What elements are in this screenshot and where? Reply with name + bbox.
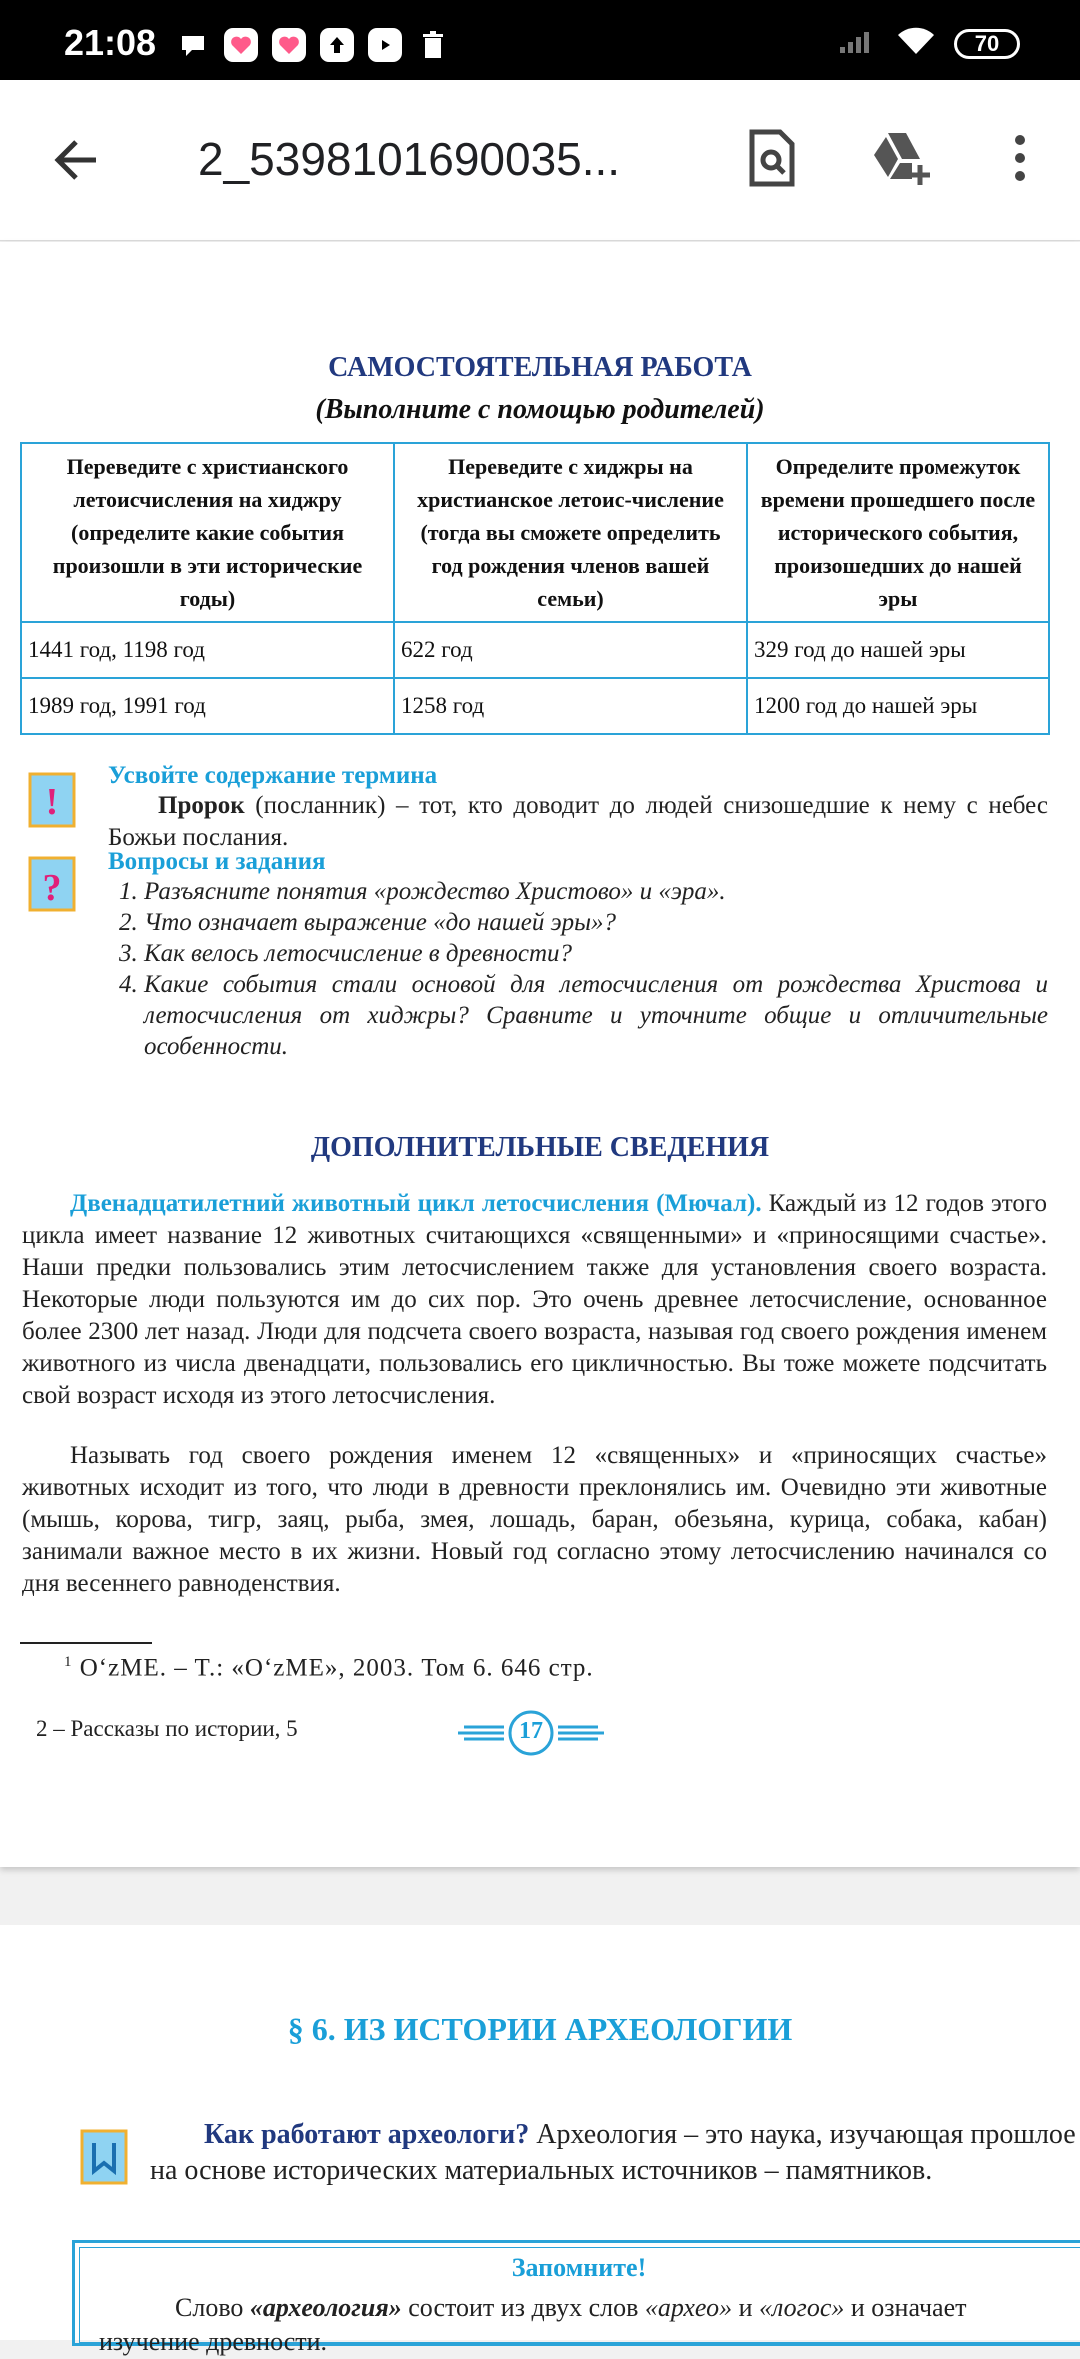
table-cell: 329 год до нашей эры <box>747 622 1049 678</box>
status-time: 21:08 <box>64 22 157 63</box>
term-text: (посланник) – тот, кто доводит до людей снизошедшие к нему с небес Божьи послания. <box>108 792 1048 851</box>
back-arrow-icon[interactable] <box>46 130 106 190</box>
remember-text-b: состоит из двух слов <box>401 2293 645 2322</box>
question-icon <box>22 852 82 916</box>
wifi-icon <box>896 26 936 61</box>
paragraph-text: Каждый из 12 годов этого цикла имеет название 12 животных считающихся «священными» и «приносящими счастье». Наши предки пользовались этим летосчислением также для установления своего возраста. Некоторые люди пользуются им до сих пор. Это очень древнее летосчисление, основанное более 2300 лет назад. Люди для подсчета своего возраста, называя год своего рождения именем животного из числа двенадцати, пользовались его цикличностью. Вы тоже можете подсчитать свой возраст исходя из этого летосчисления. <box>22 1190 1047 1409</box>
chat-bubble-icon <box>176 28 210 62</box>
notification-icons <box>176 28 450 62</box>
svg-text:!: ! <box>45 781 59 823</box>
remember-word-3: «логос» <box>759 2293 845 2322</box>
toolbar <box>0 80 1080 241</box>
footnote <box>64 1654 594 1682</box>
term-title: Усвойте содержание термина <box>108 762 438 789</box>
additional-heading: ДОПОЛНИТЕЛЬНЫЕ СВЕДЕНИЯ <box>310 1132 770 1163</box>
search-document-icon[interactable] <box>740 126 804 190</box>
table-header: Переведите с хиджры на христианское летоис-числение (тогда вы сможете определить год рождения членов вашей семьи) <box>394 443 747 622</box>
intro-text: Археология – это наука, изучающая прошлое на основе исторических материальных источников – памятников. <box>150 2119 1076 2186</box>
intro-paragraph <box>150 2117 1080 2189</box>
footer-caption: 2 – Рассказы по истории, 5 <box>36 1716 298 1741</box>
table-header: Переведите с христианского летоисчисления на хиджру (определите какие события произошли в эти исторические годы) <box>21 443 394 622</box>
questions-list <box>108 876 1048 1062</box>
document-page-2 <box>0 1925 1080 2356</box>
exclamation-icon <box>22 768 82 832</box>
table-row <box>21 678 1049 734</box>
remember-text <box>99 2291 1059 2359</box>
table-header-row <box>21 443 1049 622</box>
list-item: 3. Как велось летосчисление в древности? <box>144 938 1048 969</box>
document-title: 2_5398101690035... <box>198 133 621 185</box>
list-item: 2. Что означает выражение «до нашей эры»? <box>144 907 1048 938</box>
table-row <box>21 622 1049 678</box>
upload-icon <box>320 28 354 62</box>
add-to-drive-icon[interactable] <box>868 126 932 190</box>
remember-text-c: и <box>732 2293 760 2322</box>
table-cell: 1989 год, 1991 год <box>21 678 394 734</box>
table-cell: 1441 год, 1198 год <box>21 622 394 678</box>
list-item: 1. Разъясните понятия «рождество Христово» и «эра». <box>144 876 1048 907</box>
likee-app-icon <box>224 28 258 62</box>
book-icon <box>74 2125 134 2189</box>
system-status <box>838 26 1020 61</box>
table-cell: 1200 год до нашей эры <box>747 678 1049 734</box>
additional-lead: Двенадцатилетний животный цикл летосчисления (Мючал). <box>70 1190 762 1217</box>
questions-title: Вопросы и задания <box>108 848 326 875</box>
trash-icon <box>416 28 450 62</box>
section-heading: САМОСТОЯТЕЛЬНАЯ РАБОТА <box>328 352 752 383</box>
document-page <box>0 242 1080 1867</box>
remember-box <box>72 2240 1080 2356</box>
intro-lead: Как работают археологи? <box>204 2119 530 2150</box>
footnote-divider <box>20 1642 152 1644</box>
page-number: 17 <box>519 1718 543 1744</box>
more-options-icon[interactable] <box>988 126 1052 190</box>
remember-word: «археология» <box>249 2293 402 2322</box>
footnote-text: O‘zME. – T.: «O‘zME», 2003. Том 6. 646 стр. <box>79 1654 594 1682</box>
status-bar <box>0 0 1080 80</box>
likee-app-icon <box>272 28 306 62</box>
svg-text:?: ? <box>42 867 62 909</box>
signal-icon <box>838 27 878 60</box>
list-item: 4. Какие события стали основой для летосчисления от рождества Христова и летосчисления от хиджры? Сравните и уточните общие и отличительные особенности. <box>144 969 1048 1062</box>
term-definition <box>108 790 1048 854</box>
additional-paragraph-2: Называть год своего рождения именем 12 «священных» и «приносящих счастье» животных исходит из того, что люди в древности преклонялись им. Очевидно эти животные (мышь, корова, тигр, заяц, рыба, змея, лошадь, баран, обезьяна, курица, собака, кабан) занимали важное место в их жизни. Новый год согласно этому летосчислению начинался со дня весеннего равноденствия. <box>22 1442 1047 1597</box>
page-number-badge <box>456 1708 606 1758</box>
remember-text-a: Слово <box>175 2293 250 2322</box>
table-cell: 622 год <box>394 622 747 678</box>
table-header: Определите промежуток времени прошедшего после исторического события, произошедших до нашей эры <box>747 443 1049 622</box>
footnote-mark: 1 <box>64 1654 73 1670</box>
term-word: Пророк <box>158 792 245 819</box>
questions-block <box>108 848 1048 1062</box>
remember-word-2: «архео» <box>644 2293 733 2322</box>
table-cell: 1258 год <box>394 678 747 734</box>
youtube-icon <box>368 28 402 62</box>
term-block <box>108 762 1048 854</box>
section-title: § 6. ИЗ ИСТОРИИ АРХЕОЛОГИИ <box>287 2011 793 2047</box>
remember-text-d: и означает изучение древности. <box>99 2293 967 2356</box>
tasks-table <box>20 442 1050 735</box>
battery-indicator: 70 <box>954 29 1020 59</box>
section-subheading: (Выполните с помощью родителей) <box>315 394 765 425</box>
additional-paragraph-1 <box>22 1188 1047 1412</box>
remember-title: Запомните! <box>511 2253 647 2282</box>
